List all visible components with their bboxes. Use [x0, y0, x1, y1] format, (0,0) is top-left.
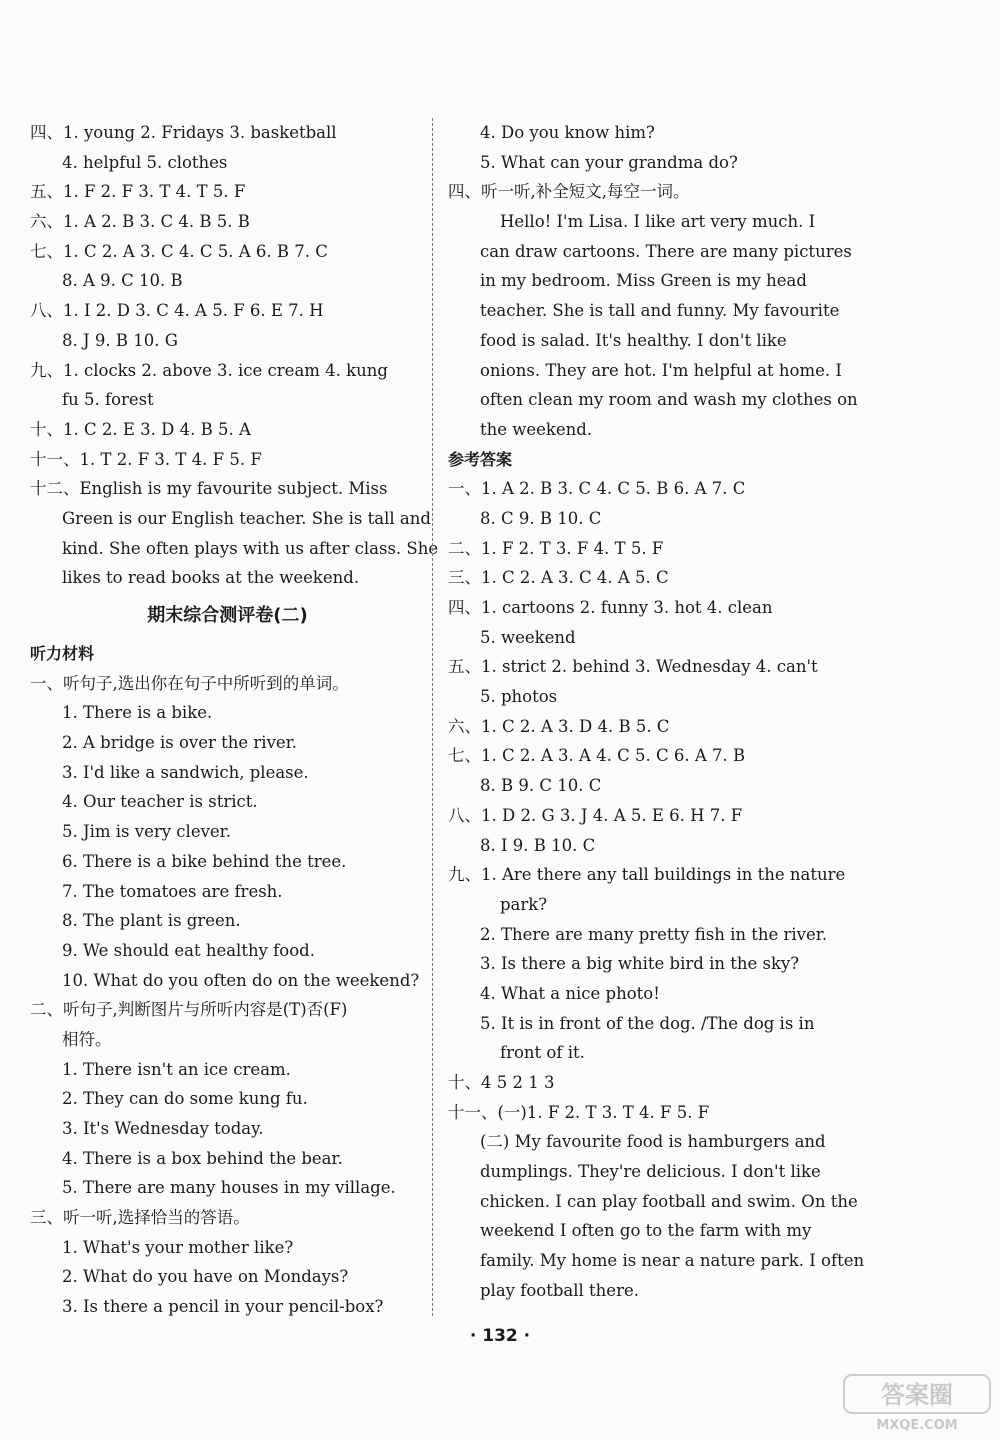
- text-line: 2. A bridge is over the river.: [62, 733, 297, 753]
- text-line: 十一、(一)1. F 2. T 3. T 4. F 5. F: [448, 1102, 710, 1122]
- text-line: front of it.: [500, 1043, 585, 1063]
- answer-list-top: [30, 118, 439, 593]
- text-line: 8. B 9. C 10. C: [480, 776, 602, 796]
- text-line: 5. Jim is very clever.: [62, 822, 231, 842]
- text-line: chicken. I can play football and swim. On the: [480, 1191, 858, 1211]
- text-line: 一、1. A 2. B 3. C 4. C 5. B 6. A 7. C: [448, 479, 746, 499]
- text-line: 十一、1. T 2. F 3. T 4. F 5. F: [30, 449, 262, 469]
- text-line: 4. There is a box behind the bear.: [62, 1148, 343, 1168]
- text-line: 5. weekend: [480, 627, 576, 647]
- text-line: 2. There are many pretty fish in the river.: [480, 924, 828, 944]
- text-line: 十、1. C 2. E 3. D 4. B 5. A: [30, 419, 251, 439]
- text-line: 3. Is there a pencil in your pencil-box?: [62, 1297, 384, 1317]
- text-line: Hello! I'm Lisa. I like art very much. I: [500, 212, 816, 232]
- text-line: likes to read books at the weekend.: [62, 568, 360, 588]
- text-line: 二、1. F 2. T 3. F 4. T 5. F: [448, 538, 664, 558]
- text-line: 九、1. Are there any tall buildings in the nature: [448, 865, 846, 885]
- text-line: fu 5. forest: [62, 390, 154, 410]
- left-column: [30, 118, 439, 1322]
- text-line: 8. The plant is green.: [62, 911, 241, 931]
- text-line: 三、1. C 2. A 3. C 4. A 5. C: [448, 568, 669, 588]
- text-line: 五、1. F 2. F 3. T 4. T 5. F: [30, 182, 246, 202]
- listening-material-continued: [448, 118, 858, 445]
- text-line: in my bedroom. Miss Green is my head: [480, 271, 807, 291]
- text-line: 6. There is a bike behind the tree.: [62, 851, 347, 871]
- text-line: 相符。: [62, 1029, 112, 1049]
- right-column: [448, 118, 865, 1306]
- text-line: Green is our English teacher. She is tall and: [62, 508, 431, 528]
- text-line: 四、听一听,补全短文,每空一词。: [448, 182, 690, 202]
- text-line: weekend I often go to the farm with my: [480, 1221, 812, 1241]
- text-line: 七、1. C 2. A 3. C 4. C 5. A 6. B 7. C: [30, 241, 328, 261]
- text-line: 六、1. C 2. A 3. D 4. B 5. C: [448, 716, 670, 736]
- text-line: 一、听句子,选出你在句子中所听到的单词。: [30, 673, 349, 693]
- text-line: 3. It's Wednesday today.: [62, 1119, 264, 1138]
- reference-answers: [448, 474, 865, 1305]
- text-line: 4. Our teacher is strict.: [62, 792, 258, 812]
- text-line: 5. photos: [480, 687, 558, 707]
- text-line: 十二、English is my favourite subject. Miss: [30, 479, 388, 499]
- text-line: 六、1. A 2. B 3. C 4. B 5. B: [30, 212, 250, 232]
- text-line: 八、1. D 2. G 3. J 4. A 5. E 6. H 7. F: [448, 805, 743, 825]
- text-line: the weekend.: [480, 419, 593, 439]
- answers-heading: 参考答案: [448, 449, 513, 469]
- text-line: 3. Is there a big white bird in the sky?: [480, 954, 800, 974]
- text-line: 5. What can your grandma do?: [480, 152, 738, 172]
- text-line: can draw cartoons. There are many pictures: [480, 241, 852, 261]
- text-line: 四、1. young 2. Fridays 3. basketball: [30, 123, 337, 142]
- text-line: 二、听句子,判断图片与所听内容是(T)否(F): [30, 1000, 348, 1020]
- text-line: 10. What do you often do on the weekend?: [62, 970, 420, 990]
- text-line: 9. We should eat healthy food.: [62, 940, 315, 960]
- text-line: 4. helpful 5. clothes: [62, 152, 228, 172]
- text-line: teacher. She is tall and funny. My favourite: [480, 301, 840, 321]
- text-line: 九、1. clocks 2. above 3. ice cream 4. kung: [30, 360, 388, 380]
- text-line: 1. There is a bike.: [62, 703, 213, 723]
- text-line: 8. C 9. B 10. C: [480, 508, 602, 528]
- text-line: onions. They are hot. I'm helpful at home. I: [480, 360, 842, 380]
- text-line: 1. What's your mother like?: [62, 1237, 294, 1257]
- text-line: 七、1. C 2. A 3. A 4. C 5. C 6. A 7. B: [448, 746, 746, 766]
- text-line: 8. J 9. B 10. G: [62, 330, 178, 350]
- watermark-logo-text: 答案圈: [881, 1381, 953, 1409]
- text-line: play football there.: [480, 1280, 639, 1300]
- column-divider: [432, 118, 434, 1316]
- text-line: family. My home is near a nature park. I often: [480, 1251, 865, 1271]
- text-line: 八、1. I 2. D 3. C 4. A 5. F 6. E 7. H: [30, 301, 324, 321]
- text-line: 4. What a nice photo!: [480, 983, 660, 1003]
- text-line: 8. I 9. B 10. C: [480, 835, 596, 855]
- text-line: 2. What do you have on Mondays?: [62, 1267, 349, 1287]
- text-line: 7. The tomatoes are fresh.: [62, 881, 283, 901]
- text-line: 2. They can do some kung fu.: [62, 1089, 308, 1109]
- watermark-logo: [842, 1373, 992, 1433]
- page-number: · 132 ·: [469, 1326, 531, 1346]
- text-line: 5. There are many houses in my village.: [62, 1178, 396, 1198]
- text-line: 4. Do you know him?: [480, 123, 655, 142]
- text-line: 3. I'd like a sandwich, please.: [62, 762, 309, 782]
- text-line: kind. She often plays with us after class. She: [62, 538, 439, 558]
- text-line: dumplings. They're delicious. I don't like: [480, 1162, 821, 1182]
- text-line: park?: [500, 894, 548, 914]
- text-line: 8. A 9. C 10. B: [62, 271, 183, 291]
- listening-material: [30, 669, 425, 1322]
- listening-heading: 听力材料: [30, 644, 95, 663]
- text-line: 四、1. cartoons 2. funny 3. hot 4. clean: [448, 598, 773, 617]
- text-line: often clean my room and wash my clothes on: [480, 390, 858, 410]
- text-line: (二) My favourite food is hamburgers and: [480, 1132, 826, 1152]
- section-title: 期末综合测评卷(二): [147, 605, 308, 626]
- text-line: 1. There isn't an ice cream.: [62, 1059, 291, 1079]
- text-line: 5. It is in front of the dog. /The dog is in: [480, 1013, 815, 1033]
- watermark-site-text: MXQE.COM: [876, 1418, 958, 1433]
- text-line: 五、1. strict 2. behind 3. Wednesday 4. can't: [448, 657, 818, 677]
- text-line: food is salad. It's healthy. I don't like: [480, 330, 787, 350]
- text-line: 三、听一听,选择恰当的答语。: [30, 1208, 250, 1228]
- text-line: 十、4 5 2 1 3: [448, 1073, 555, 1092]
